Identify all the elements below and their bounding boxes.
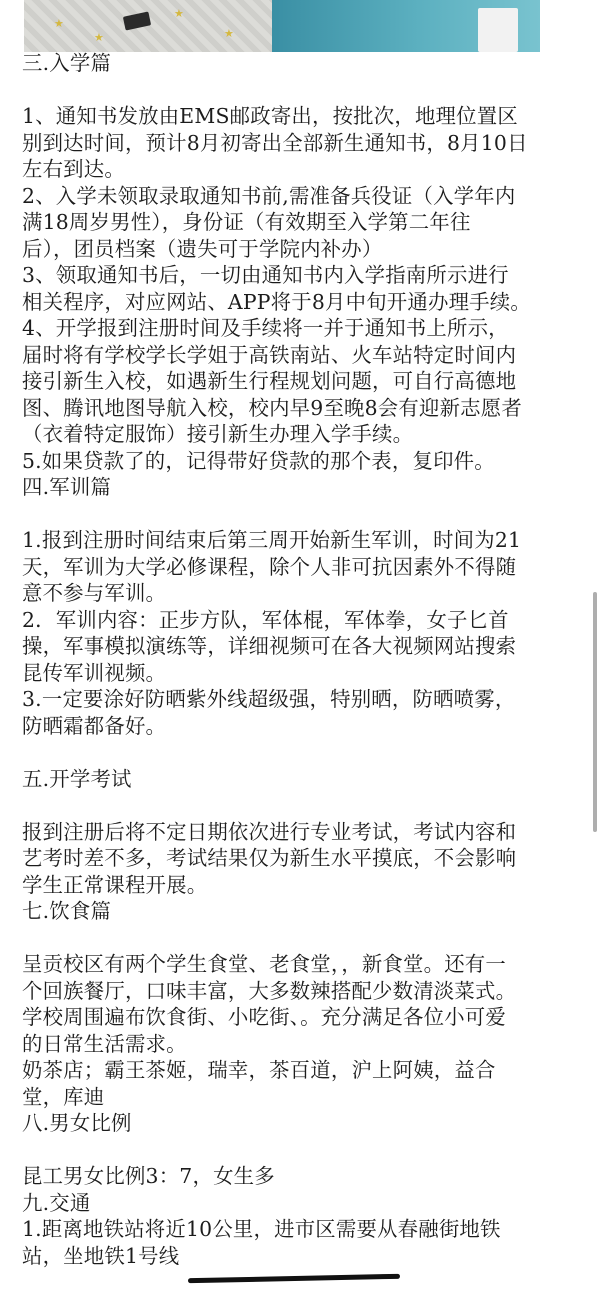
text-line: 站，坐地铁1号线 <box>22 1243 180 1268</box>
text-line: 接引新生入校，如遇新生行程规划问题，可自行高德地 <box>22 369 517 393</box>
text-line: 3.一定要涂好防晒紫外线超级强，特别晒，防晒喷雾， <box>22 687 516 711</box>
vertical-scrollbar[interactable] <box>593 592 597 832</box>
text-line: （衣着特定服饰）接引新生办理入学手续。 <box>22 422 414 446</box>
star-pattern-icon: ★ <box>224 27 234 40</box>
text-line: 个回族餐厅，口味丰富，大多数辣搭配少数清淡菜式。 <box>22 978 517 1003</box>
text-line: 操，军事模拟演练等，详细视频可在各大视频网站搜索 <box>22 634 517 658</box>
text-line: 的日常生活需求。 <box>22 1031 187 1056</box>
text-line: 防晒霜都备好。 <box>22 713 167 738</box>
text-line: 相关程序，对应网站、APP将于8月中旬开通办理手续。 <box>22 289 531 314</box>
document-body <box>22 50 592 1269</box>
photo-blue-region <box>272 0 540 52</box>
section-heading-food: 七.饮食篇 <box>22 899 112 923</box>
fabric-tag-shape <box>123 11 151 30</box>
text-line: 1.报到注册时间结束后第三周开始新生军训，时间为21 <box>22 528 522 552</box>
section-heading-exam: 五.开学考试 <box>22 766 132 791</box>
star-pattern-icon: ★ <box>174 7 184 20</box>
text-line: 1、通知书发放由EMS邮政寄出，按批次，地理位置区 <box>22 104 518 128</box>
text-line: 图、腾讯地图导航入校，校内早9至晚8会有迎新志愿者 <box>22 395 522 420</box>
text-line: 2．军训内容：正步方队，军体棍，军体拳，女子匕首 <box>22 607 509 632</box>
text-line: 届时将有学校学长学姐于高铁南站、火车站特定时间内 <box>22 342 517 367</box>
blank-line <box>22 77 592 104</box>
text-line: 昆工男女比例3：7，女生多 <box>22 1164 275 1188</box>
text-line: 昆传军训视频。 <box>22 660 167 685</box>
text-line: 奶茶店；霸王茶姬，瑞幸，茶百道，沪上阿姨，益合 <box>22 1058 496 1082</box>
text-line: 艺考时差不多，考试结果仅为新生水平摸底，不会影响 <box>22 846 517 870</box>
section-heading-enrollment: 三.入学篇 <box>22 51 112 75</box>
text-line: 堂，库迪 <box>22 1084 105 1109</box>
section-heading-transport: 九.交通 <box>22 1190 91 1215</box>
text-line: 报到注册后将不定日期依次进行专业考试，考试内容和 <box>22 819 517 844</box>
handwritten-underline-mark <box>188 1274 400 1283</box>
star-pattern-icon: ★ <box>94 31 104 44</box>
photo-fabric-region <box>24 0 272 52</box>
star-pattern-icon: ★ <box>54 17 64 30</box>
text-line: 4、开学报到注册时间及手续将一并于通知书上所示， <box>22 316 509 340</box>
blank-line <box>22 925 592 952</box>
text-line: 1.距离地铁站将近10公里，进市区需要从春融街地铁 <box>22 1217 501 1241</box>
text-line: 学校周围遍布饮食街、小吃街、。充分满足各位小可爱 <box>22 1005 506 1029</box>
blank-line <box>22 792 592 819</box>
paper-card-shape <box>478 8 518 52</box>
text-line: 左右到达。 <box>22 157 125 181</box>
blank-line <box>22 501 592 528</box>
text-line: 3、领取通知书后，一切由通知书内入学指南所示进行 <box>22 263 509 287</box>
text-line: 天，军训为大学必修课程，除个人非可抗因素外不得随 <box>22 554 517 579</box>
text-line: 2、入学未领取录取通知书前,需准备兵役证（入学年内 <box>22 183 516 208</box>
section-heading-gender-ratio: 八.男女比例 <box>22 1111 132 1135</box>
text-line: 5.如果贷款了的，记得带好贷款的那个表，复印件。 <box>22 448 495 473</box>
blank-line <box>22 739 592 766</box>
blank-line <box>22 1137 592 1164</box>
text-line: 满18周岁男性），身份证（有效期至入学第二年往 <box>22 210 471 234</box>
section-heading-military: 四.军训篇 <box>22 475 112 499</box>
text-line: 学生正常课程开展。 <box>22 872 208 897</box>
text-line: 别到达时间，预计8月初寄出全部新生通知书，8月10日 <box>22 130 528 155</box>
text-line: 后），团员档案（遗失可于学院内补办） <box>22 236 383 261</box>
text-line: 呈贡校区有两个学生食堂、老食堂，，新食堂。还有一 <box>22 952 506 976</box>
top-photo-strip <box>24 0 540 52</box>
bottom-fade <box>0 1283 600 1297</box>
text-line: 意不参与军训。 <box>22 581 167 605</box>
